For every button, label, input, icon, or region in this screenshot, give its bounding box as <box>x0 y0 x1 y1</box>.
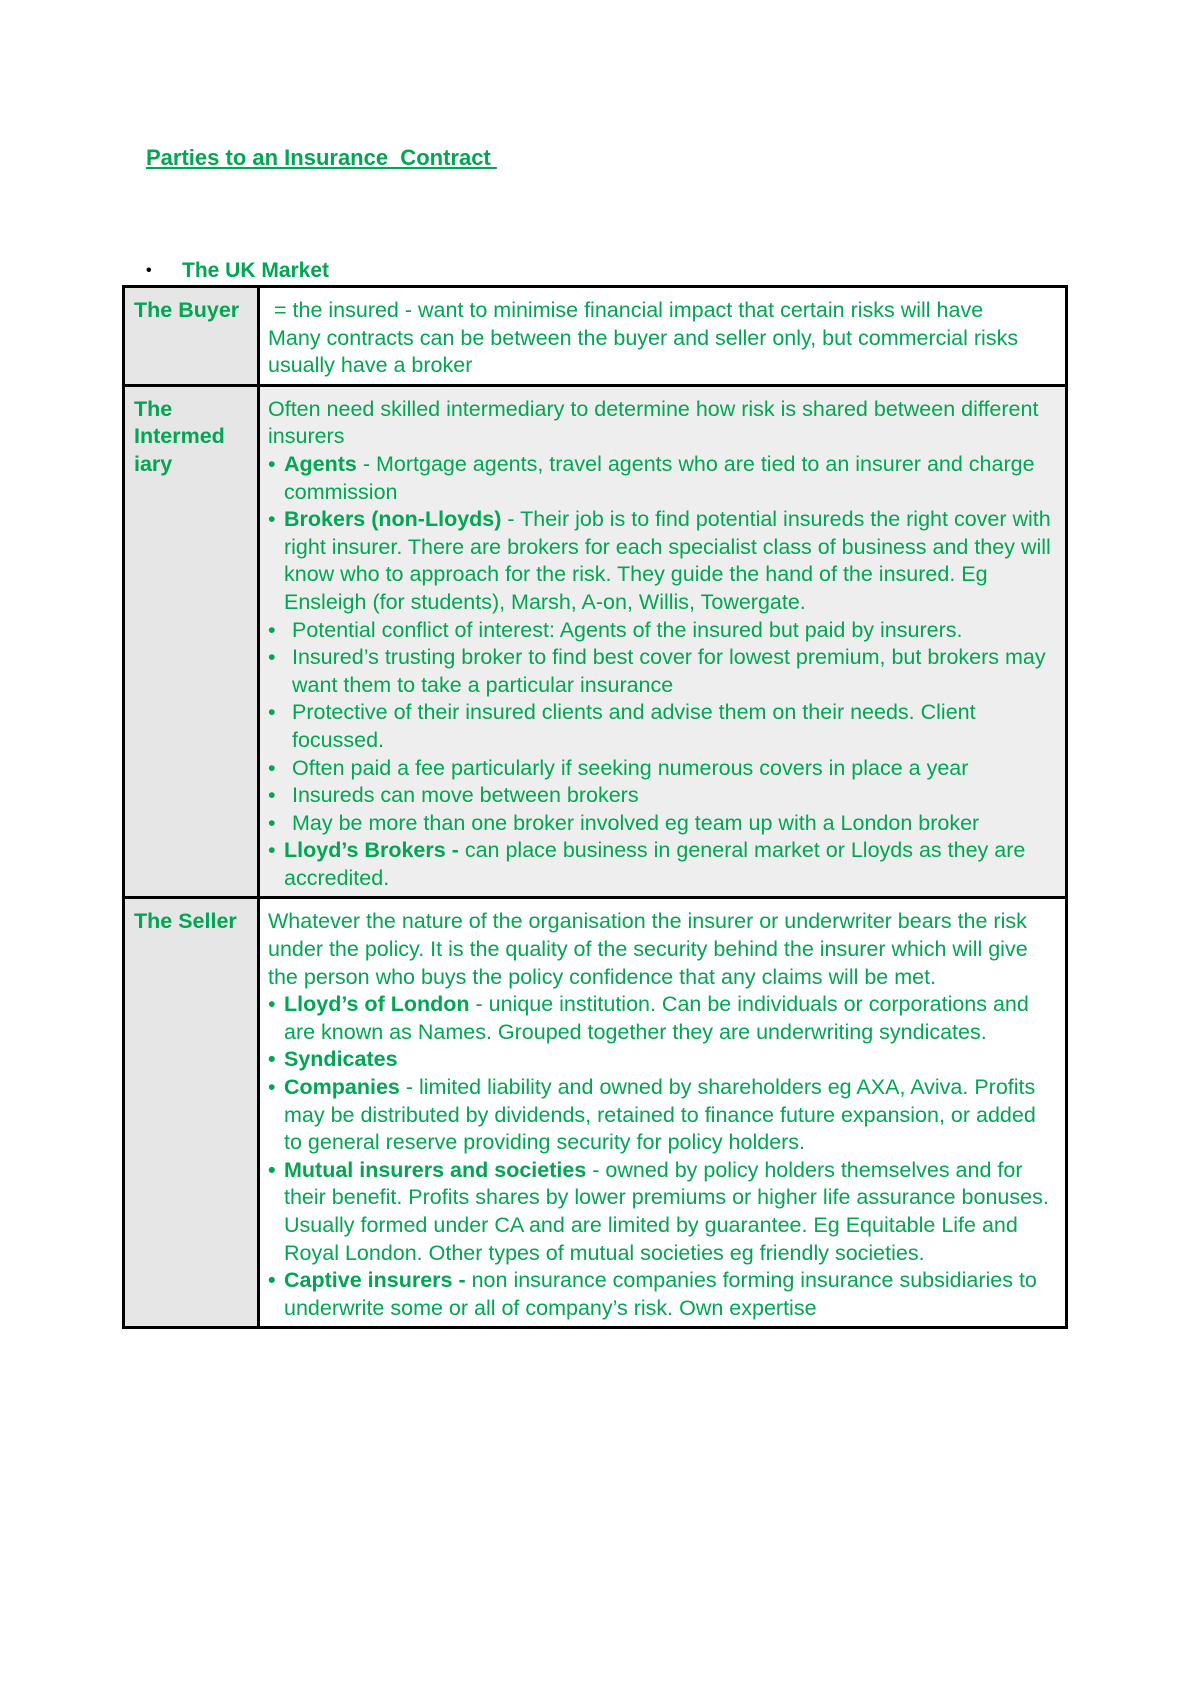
item-text: Protective of their insured clients and advise them on their needs. Client focussed. <box>292 700 976 752</box>
item-term: Syndicates <box>284 1047 398 1072</box>
bullet-icon: • <box>268 992 276 1017</box>
section-heading <box>146 259 329 283</box>
list-item <box>268 991 1055 1046</box>
list-item <box>268 644 1055 699</box>
list-item <box>268 506 1055 616</box>
row-label-intermediary: The Intermed iary <box>124 385 259 898</box>
item-term: Brokers (non-Lloyds) <box>284 507 502 532</box>
item-text: non insurance companies forming insurance subsidiaries to underwrite some or all of company’s risk. Own expertise <box>284 1268 1037 1320</box>
list-item <box>268 451 1055 506</box>
item-term: Mutual insurers and societies <box>284 1157 587 1182</box>
item-term: Captive insurers - <box>284 1268 466 1293</box>
list-item <box>268 1046 1055 1074</box>
bullet-icon: • <box>268 838 276 863</box>
row-label-seller: The Seller <box>124 898 259 1328</box>
item-text: Insureds can move between brokers <box>292 783 639 808</box>
bullet-icon: • <box>268 507 276 532</box>
list-item <box>268 617 1055 645</box>
bullet-icon: • <box>268 1047 276 1072</box>
bullet-icon: • <box>268 783 276 808</box>
row-body-intermediary <box>259 385 1067 898</box>
item-text: - limited liability and owned by shareholders eg AXA, Aviva. Profits may be distributed by dividends, retained to finance future expansion, or added to general reserve providing security for policy holders. <box>284 1075 1036 1155</box>
bullet-icon: • <box>146 262 152 279</box>
bullet-icon: • <box>268 755 276 780</box>
bullet-icon: • <box>268 1268 276 1293</box>
market-table <box>122 285 1068 1329</box>
bullet-icon: • <box>268 700 276 725</box>
list-item <box>268 782 1055 810</box>
item-text: May be more than one broker involved eg team up with a London broker <box>292 810 980 835</box>
item-text: - Mortgage agents, travel agents who are tied to an insurer and charge commission <box>284 451 1035 504</box>
item-term: Companies <box>284 1075 400 1100</box>
section-label: The UK Market <box>182 259 330 282</box>
item-term: Lloyd’s of London <box>284 992 470 1017</box>
page-title: Parties to an Insurance Contract <box>146 145 497 170</box>
table-row-intermediary <box>124 385 1067 898</box>
intermediary-intro: Often need skilled intermediary to determine how risk is shared between different insurers <box>268 396 1045 449</box>
bullet-icon: • <box>268 645 276 670</box>
row-body-seller <box>259 898 1067 1328</box>
list-item <box>268 837 1055 892</box>
item-term: Agents <box>284 451 357 476</box>
buyer-line: = the insured - want to minimise financial impact that certain risks will have <box>268 298 984 322</box>
bullet-icon: • <box>268 810 276 835</box>
bullet-icon: • <box>268 1075 276 1100</box>
item-text: - owned by policy holders themselves and for their benefit. Profits shares by lower premiums or higher life assurance bonuses. Usually formed under CA and are limited by guarantee. Eg Equitable Life and Royal London. Other types of mutual societies eg friendly societies. <box>284 1157 1049 1265</box>
table-row-seller <box>124 898 1067 1328</box>
item-text: Often paid a fee particularly if seeking numerous covers in place a year <box>292 755 969 780</box>
bullet-icon: • <box>268 1157 276 1182</box>
item-text: can place business in general market or Lloyds as they are accredited. <box>284 838 1026 890</box>
table-row-buyer <box>124 287 1067 386</box>
bullet-icon: • <box>268 451 276 476</box>
item-text: Insured’s trusting broker to find best cover for lowest premium, but brokers may want them to take a particular insurance <box>292 645 1046 697</box>
list-item <box>268 1267 1055 1322</box>
item-text: Potential conflict of interest: Agents of the insured but paid by insurers. <box>292 617 963 642</box>
list-item <box>268 1074 1055 1157</box>
list-item <box>268 699 1055 754</box>
item-term: Lloyd’s Brokers - <box>284 838 459 863</box>
buyer-line: Many contracts can be between the buyer and seller only, but commercial risks usually have a broker <box>268 325 1025 378</box>
list-item <box>268 810 1055 838</box>
item-text: - unique institution. Can be individuals or corporations and are known as Names. Grouped together they are underwriting syndicates. <box>284 992 1029 1044</box>
seller-intro: Whatever the nature of the organisation the insurer or underwriter bears the risk under the policy. It is the quality of the security behind the insurer which will give the person who buys the policy confidence that any claims will be met. <box>268 909 1034 989</box>
row-body-buyer <box>259 287 1067 386</box>
bullet-icon: • <box>268 617 276 642</box>
item-text: - Their job is to find potential insureds the right cover with right insurer. There are brokers for each specialist class of business and they will know who to approach for the risk. They guide the hand of the insured. Eg Ensleigh (for students), Marsh, A-on, Willis, Towergate. <box>284 507 1051 614</box>
list-item <box>268 755 1055 783</box>
list-item <box>268 1157 1055 1267</box>
row-label-buyer: The Buyer <box>124 287 259 386</box>
